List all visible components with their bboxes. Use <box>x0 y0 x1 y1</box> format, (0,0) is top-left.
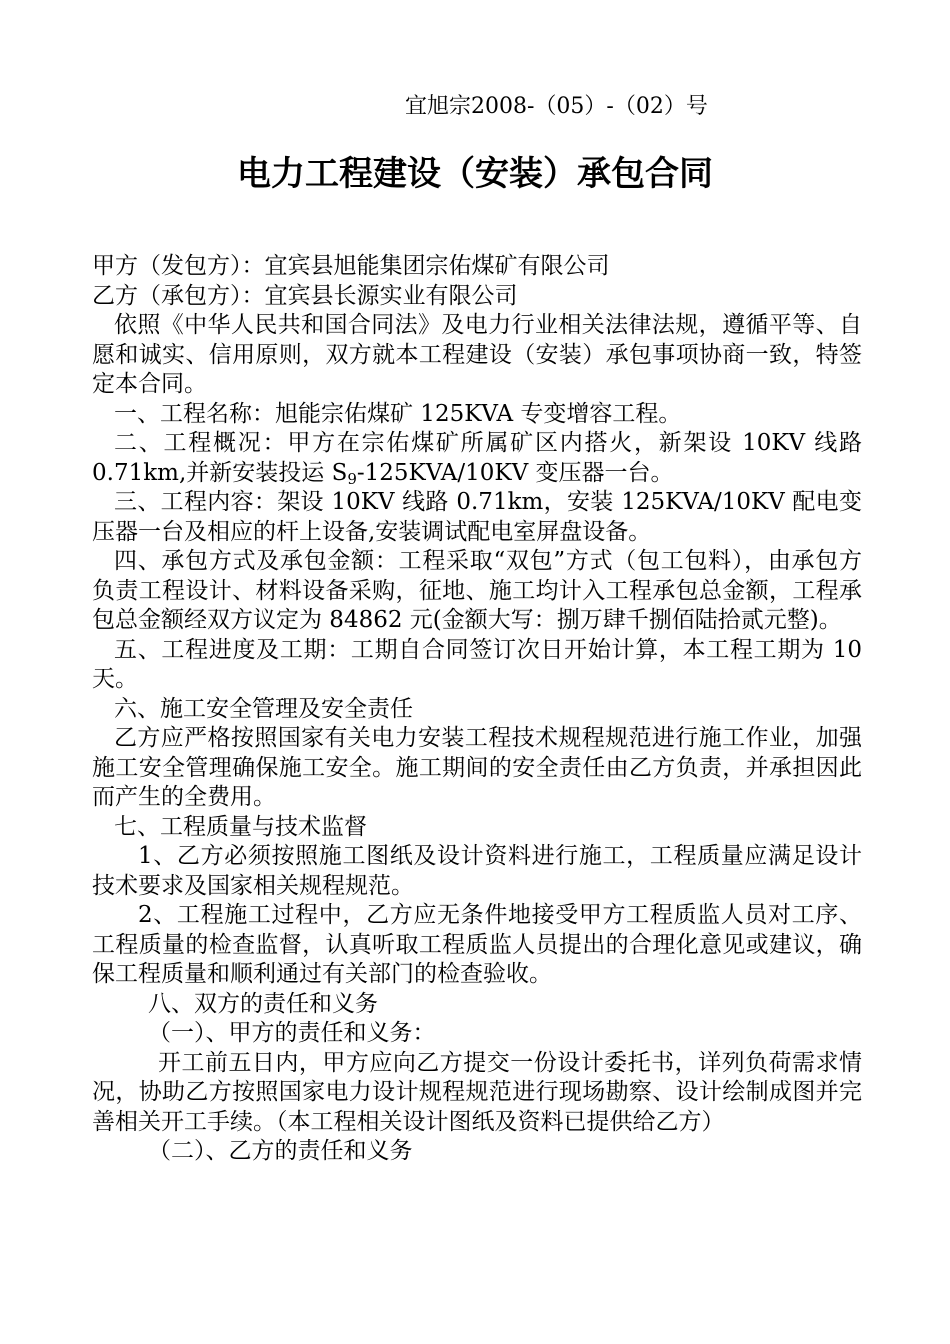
section-8-2-heading: （二）、乙方的责任和义务 <box>148 1138 413 1164</box>
party-b: 乙方（承包方）：宜宾县长源实业有限公司 <box>92 282 518 309</box>
contract-body <box>92 252 862 1167</box>
section-2-subscript: 9 <box>347 469 357 488</box>
document-number: 宜旭宗2008-（05）-（02）号 <box>405 94 708 119</box>
section-5-schedule: 五、工程进度及工期：工期自合同签订次日开始计算，本工程工期为 10 天。 <box>92 636 862 692</box>
section-2-text-a: 二、工程概况：甲方在宗佑煤矿所属矿区内搭火，新架设 10KV 线路 0.71km,并新安装投运 S <box>92 430 862 486</box>
section-6-heading: 六、施工安全管理及安全责任 <box>114 695 413 722</box>
section-7-heading: 七、工程质量与技术监督 <box>114 813 367 840</box>
section-1-project-name: 一、工程名称：旭能宗佑煤矿 125KVA 专变增容工程。 <box>114 400 682 427</box>
section-7-item-2: 2、工程施工过程中，乙方应无条件地接受甲方工程质监人员对工序、工程质量的检查监督，认真听取工程质监人员提出的合理化意见或建议，确保工程质量和顺利通过有关部门的检查验收。 <box>92 902 862 987</box>
section-3-project-content: 三、工程内容：架设 10KV 线路 0.71km，安装 125KVA/10KV 配电变压器一台及相应的杆上设备,安装调试配电室屏盘设备。 <box>92 489 862 545</box>
intro-paragraph: 依照《中华人民共和国合同法》及电力行业相关法律法规，遵循平等、自愿和诚实、信用原则，双方就本工程建设（安装）承包事项协商一致，特签定本合同。 <box>92 312 862 397</box>
section-6-body: 乙方应严格按照国家有关电力安装工程技术规程规范进行施工作业，加强施工安全管理确保施工安全。施工期间的安全责任由乙方负责，并承担因此而产生的全费用。 <box>92 725 862 810</box>
section-8-heading: 八、双方的责任和义务 <box>148 990 378 1017</box>
document-title: 电力工程建设（安装）承包合同 <box>237 154 713 194</box>
section-4-contract-amount: 四、承包方式及承包金额：工程采取“双包”方式（包工包料），由承包方负责工程设计、材料设备采购，征地、施工均计入工程承包总金额，工程承包总金额经双方议定为 84862 元(金额大写：捌万肆千捌佰陆拾贰元整)。 <box>92 548 862 633</box>
section-2-text-b: -125KVA/10KV 变压器一台。 <box>356 459 674 486</box>
section-8-1-body: 开工前五日内，甲方应向乙方提交一份设计委托书，详列负荷需求情况，协助乙方按照国家电力设计规程规范进行现场勘察、设计绘制成图并完善相关开工手续。（本工程相关设计图纸及资料已提供给乙方） <box>92 1049 862 1135</box>
section-7-item-1: 1、乙方必须按照施工图纸及设计资料进行施工，工程质量应满足设计技术要求及国家相关规程规范。 <box>92 843 862 899</box>
party-a: 甲方（发包方）：宜宾县旭能集团宗佑煤矿有限公司 <box>92 253 610 279</box>
section-2-project-overview <box>92 429 862 488</box>
section-8-1-heading: （一）、甲方的责任和义务： <box>148 1020 436 1046</box>
